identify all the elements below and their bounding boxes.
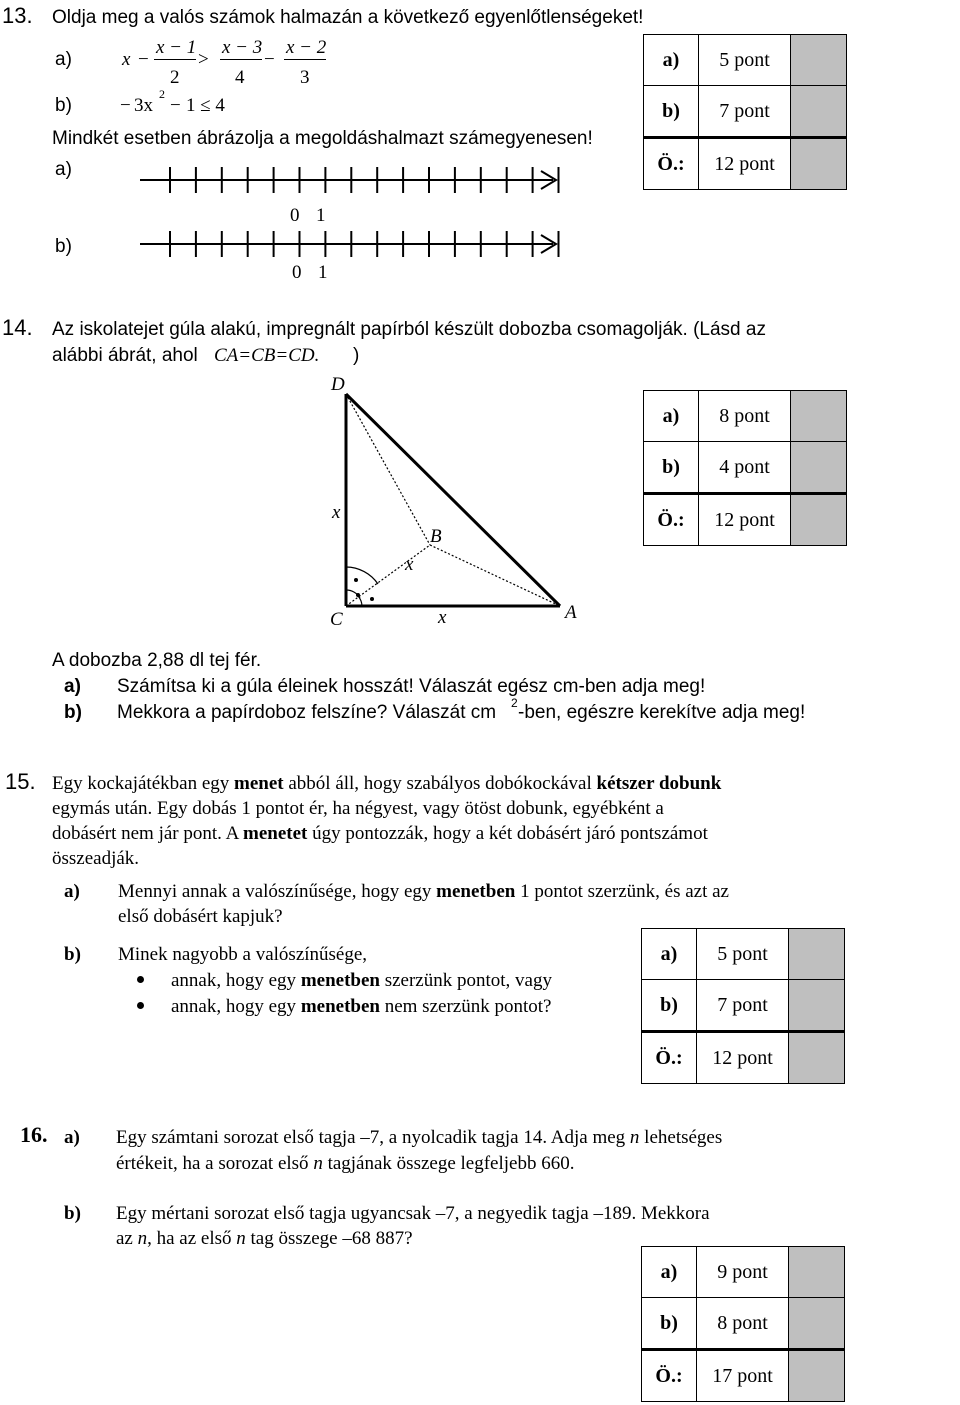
fraction-bar [220, 59, 262, 60]
number-line-b-tick1: 1 [318, 262, 328, 283]
problem-13-note: Mindkét esetben ábrázolja a megoldáshalmazt számegyenesen! [52, 128, 593, 149]
points-table-13: a) 5 pont b) 7 pont Ö.: 12 pont [643, 34, 847, 190]
points-table-14: a) 8 pont b) 4 pont Ö.: 12 pont [643, 390, 847, 546]
points-table-16: a) 9 pont b) 8 pont Ö.: 17 pont [641, 1246, 845, 1402]
fraction-bar [284, 59, 326, 60]
number-line-b [140, 231, 559, 257]
number-line-a-tick0: 0 [290, 205, 300, 226]
bullet-icon [137, 1002, 144, 1009]
problem-16-number: 16. [20, 1122, 48, 1147]
problem-15a-text-line2: első dobásért kapjuk? [118, 906, 283, 927]
problem-15b-text: Minek nagyobb a valószínűsége, [118, 944, 368, 965]
number-line-b-label: b) [55, 236, 72, 257]
problem-13b-label: b) [55, 95, 72, 116]
vertex-A: A [565, 602, 577, 623]
problem-14b-label: b) [64, 702, 82, 723]
edge-x-left: x [332, 502, 341, 523]
fraction-bar [154, 59, 196, 60]
points-table-15: a) 5 pont b) 7 pont Ö.: 12 pont [641, 928, 845, 1084]
problem-16a-line1: Egy számtani sorozat első tagja –7, a nyolcadik tagja 14. Adja meg n lehetséges [116, 1127, 723, 1148]
problem-15b-option2: annak, hogy egy menetben nem szerzünk pontot? [171, 996, 552, 1017]
problem-13-number: 13. [2, 3, 33, 28]
problem-15b-option1: annak, hogy egy menetben szerzünk pontot, vagy [171, 970, 552, 991]
number-line-a-tick1: 1 [316, 205, 326, 226]
problem-14-number: 14. [2, 315, 33, 340]
vertex-D: D [331, 374, 345, 395]
vertex-B: B [430, 526, 442, 547]
problem-14-line1: Az iskolatejet gúla alakú, impregnált papírból készült dobozba csomagolják. (Lásd az [52, 319, 766, 340]
bullet-icon [137, 976, 144, 983]
problem-13-intro: Oldja meg a valós számok halmazán a következő egyenlőtlenségeket! [52, 7, 644, 28]
problem-16b-line1: Egy mértani sorozat első tagja ugyancsak –7, a negyedik tagja –189. Mekkora [116, 1203, 710, 1224]
problem-15a-label: a) [64, 881, 80, 902]
edge-x-bottom: x [438, 607, 447, 628]
number-line-b-tick0: 0 [292, 262, 302, 283]
vertex-C: C [330, 609, 343, 630]
problem-14a-text: Számítsa ki a gúla éleinek hosszát! Válaszát egész cm-ben adja meg! [117, 676, 706, 697]
pyramid-figure [346, 394, 560, 606]
problem-15b-label: b) [64, 944, 81, 965]
problem-16a-line2: értékeit, ha a sorozat első n tagjának összege legfeljebb 660. [116, 1153, 575, 1174]
problem-15a-text-line1: Mennyi annak a valószínűsége, hogy egy menetben 1 pontot szerzünk, és azt az [118, 881, 729, 902]
problem-16b-label: b) [64, 1203, 81, 1224]
number-line-a [140, 167, 559, 193]
problem-15-number: 15. [5, 769, 36, 794]
problem-14a-label: a) [64, 676, 81, 697]
problem-13a-label: a) [55, 49, 72, 70]
problem-16a-label: a) [64, 1127, 80, 1148]
number-line-a-label: a) [55, 159, 72, 180]
problem-16b-line2: az n, ha az első n tag összege –68 887? [116, 1228, 413, 1249]
edge-x-mid: x [405, 554, 414, 575]
problem-14-capacity: A dobozba 2,88 dl tej fér. [52, 650, 262, 671]
